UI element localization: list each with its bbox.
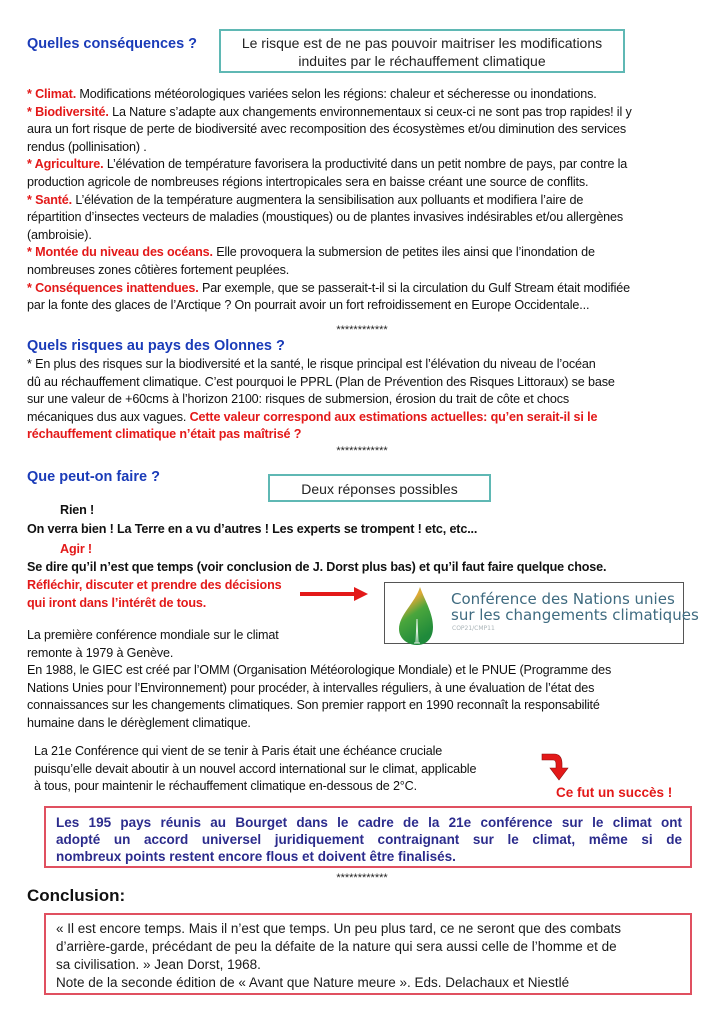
item-text: L’élévation de température favorisera la productivité dans un petit nombre de pays, par contre la (103, 157, 628, 172)
item-label: * Conséquences inattendues. (27, 280, 199, 295)
paragraph-line: remonte à 1979 à Genève. (27, 645, 174, 660)
item-text: répartition d’insectes vecteurs de maladies (moustiques) ou de plantes invasives indésirables et/ou allergènes (27, 210, 624, 225)
quote-line: sa civilisation. » Jean Dorst, 1968. (56, 957, 261, 972)
item-text: rendus (pollinisation) . (27, 139, 147, 154)
cop21-paragraph (34, 743, 524, 796)
paragraph-line: La première conférence mondiale sur le climat (27, 628, 279, 642)
paragraph-line: humaine dans le dérèglement climatique. (27, 715, 251, 730)
item-label: * Biodiversité. (27, 104, 109, 119)
answer1-text: On verra bien ! La Terre en a vu d’autres ! Les experts se trompent ! etc, etc... (27, 522, 478, 536)
item-text: Elle provoquera la submersion de petites iles ainsi que l’inondation de (212, 245, 595, 260)
two-answers-callout: Deux réponses possibles (268, 474, 491, 502)
separator: ************ (336, 445, 388, 457)
action-line: Réfléchir, discuter et prendre des décisions (27, 578, 282, 592)
curved-arrow-down-icon (540, 750, 570, 782)
item-label: * Agriculture. (27, 157, 104, 172)
paragraph-line: mécaniques dus aux vagues. (27, 409, 190, 424)
paragraph-line: connaissances sur les changements climatiques. Son premier rapport en 1990 reconnaît la responsabilité (27, 698, 600, 713)
item-text: production agricole de nombreuses régions intertropicales sera en baisse créant une source de conflits. (27, 174, 589, 189)
answer2-title: Agir ! (60, 542, 92, 556)
risk-callout-box (219, 29, 625, 73)
paragraph-line: Nations Unies pour l’Environnement) pour procéder, à intervalles réguliers, à une évaluation de l’état des (27, 680, 595, 695)
item-text: aura un fort risque de perte de biodiversité avec recomposition des écosystèmes et/ou diminution des services (27, 122, 626, 137)
item-label: * Climat. (27, 87, 77, 101)
item-text: La Nature s’adapte aux changements environnementaux si ceux-ci ne sont pas trop rapides! il y (108, 104, 632, 119)
highlight-text: réchauffement climatique n’était pas maîtrisé ? (27, 427, 302, 442)
item-text: Par exemple, que se passerait-t-il si la circulation du Gulf Stream était modifiée (198, 280, 630, 295)
callout-line: induites par le réchauffement climatique (298, 53, 546, 69)
quote-line: d’arrière-garde, précédant de peu la défaite de la nature qui sera aussi celle de l’homme et de (56, 939, 617, 954)
logo-subtitle: COP21/CMP11 (452, 625, 495, 632)
logo-line: Conférence des Nations unies (451, 590, 675, 608)
paragraph-line: La 21e Conférence qui vient de se tenir à Paris était une échéance cruciale (34, 744, 443, 758)
callout-line: Le risque est de ne pas pouvoir maitriser les modifications (241, 35, 603, 51)
item-label: * Montée du niveau des océans. (27, 245, 213, 260)
paragraph-line: En 1988, le GIEC est créé par l’OMM (Organisation Météorologique Mondiale) et le PNUE (Programme des (27, 663, 612, 678)
answer1-title: Rien ! (60, 503, 95, 517)
highlight-text: Cette valeur correspond aux estimations actuelles: qu’en serait-il si le (189, 409, 598, 424)
olonnes-paragraph (27, 356, 697, 444)
result-line: nombreux points restent encore flous et doivent être finalisés. (56, 849, 456, 864)
item-agriculture (27, 156, 697, 191)
action-line: qui iront dans l’intérêt de tous. (27, 595, 207, 610)
item-text: (ambroisie). (27, 227, 92, 242)
item-climat (27, 86, 697, 104)
quote-line: « Il est encore temps. Mais il n’est que temps. Un peu plus tard, ce ne seront que des combats (56, 921, 622, 936)
arrow-right-icon (300, 586, 370, 602)
logo-title (451, 591, 699, 623)
result-line: Les 195 pays réunis au Bourget dans le cadre de la 21e conférence sur le climat ont (56, 815, 682, 830)
item-consequences-inattendues (27, 280, 697, 315)
paragraph-line: dû au réchauffement climatique. C’est pourquoi le PPRL (Plan de Prévention des Risques Littoraux) se base (27, 374, 615, 389)
section-heading-consequences: Quelles conséquences ? (27, 36, 198, 52)
paragraph-line: puisqu’elle devait aboutir à un nouvel accord international sur le climat, applicable (34, 761, 477, 776)
item-text: par la fonte des glaces de l’Arctique ? On pourrait avoir un fort refroidissement en Europe Occidentale... (27, 298, 590, 313)
source-line: Note de la seconde édition de « Avant que Nature meure ». Eds. Delachaux et Niestlé (56, 975, 570, 990)
consequences-list (27, 86, 697, 315)
item-text: nombreuses zones côtières fortement peuplées. (27, 262, 290, 277)
result-line: adopté un accord universel juridiquement contraignant sur le climat, même si de (56, 832, 682, 847)
quote-box (44, 913, 692, 995)
item-montee-oceans (27, 244, 697, 279)
history-paragraph (27, 627, 697, 733)
logo-line: sur les changements climatiques (451, 606, 699, 624)
paragraph-line: à tous, pour maintenir le réchauffement climatique en-dessous de 2°C. (34, 779, 417, 794)
item-sante (27, 192, 697, 245)
item-biodiversite (27, 104, 697, 157)
item-text: L’élévation de la température augmentera la sensibilisation aux polluants et modifiera l’aire de (72, 192, 584, 207)
result-box (44, 806, 692, 868)
paragraph-line: sur une valeur de +60cms à l’horizon 2100: risques de submersion, érosion du trait de côte et chocs (27, 392, 570, 407)
action-text (27, 577, 281, 612)
answer2-text: Se dire qu’il n’est que temps (voir conclusion de J. Dorst plus bas) et qu’il faut faire quelque chose. (27, 560, 607, 574)
section-heading-olonnes: Quels risques au pays des Olonnes ? (27, 338, 285, 354)
success-label: Ce fut un succès ! (556, 785, 673, 800)
paragraph-line: * En plus des risques sur la biodiversité et la santé, le risque principal est l’élévation du niveau de l’océan (27, 357, 596, 371)
item-text: Modifications météorologiques variées selon les régions: chaleur et sécheresse ou inondations. (76, 87, 597, 101)
separator: ************ (336, 324, 388, 336)
item-label: * Santé. (27, 192, 72, 207)
separator: ************ (336, 872, 388, 884)
section-heading-que-faire: Que peut-on faire ? (27, 469, 160, 485)
conclusion-heading: Conclusion: (27, 886, 126, 905)
